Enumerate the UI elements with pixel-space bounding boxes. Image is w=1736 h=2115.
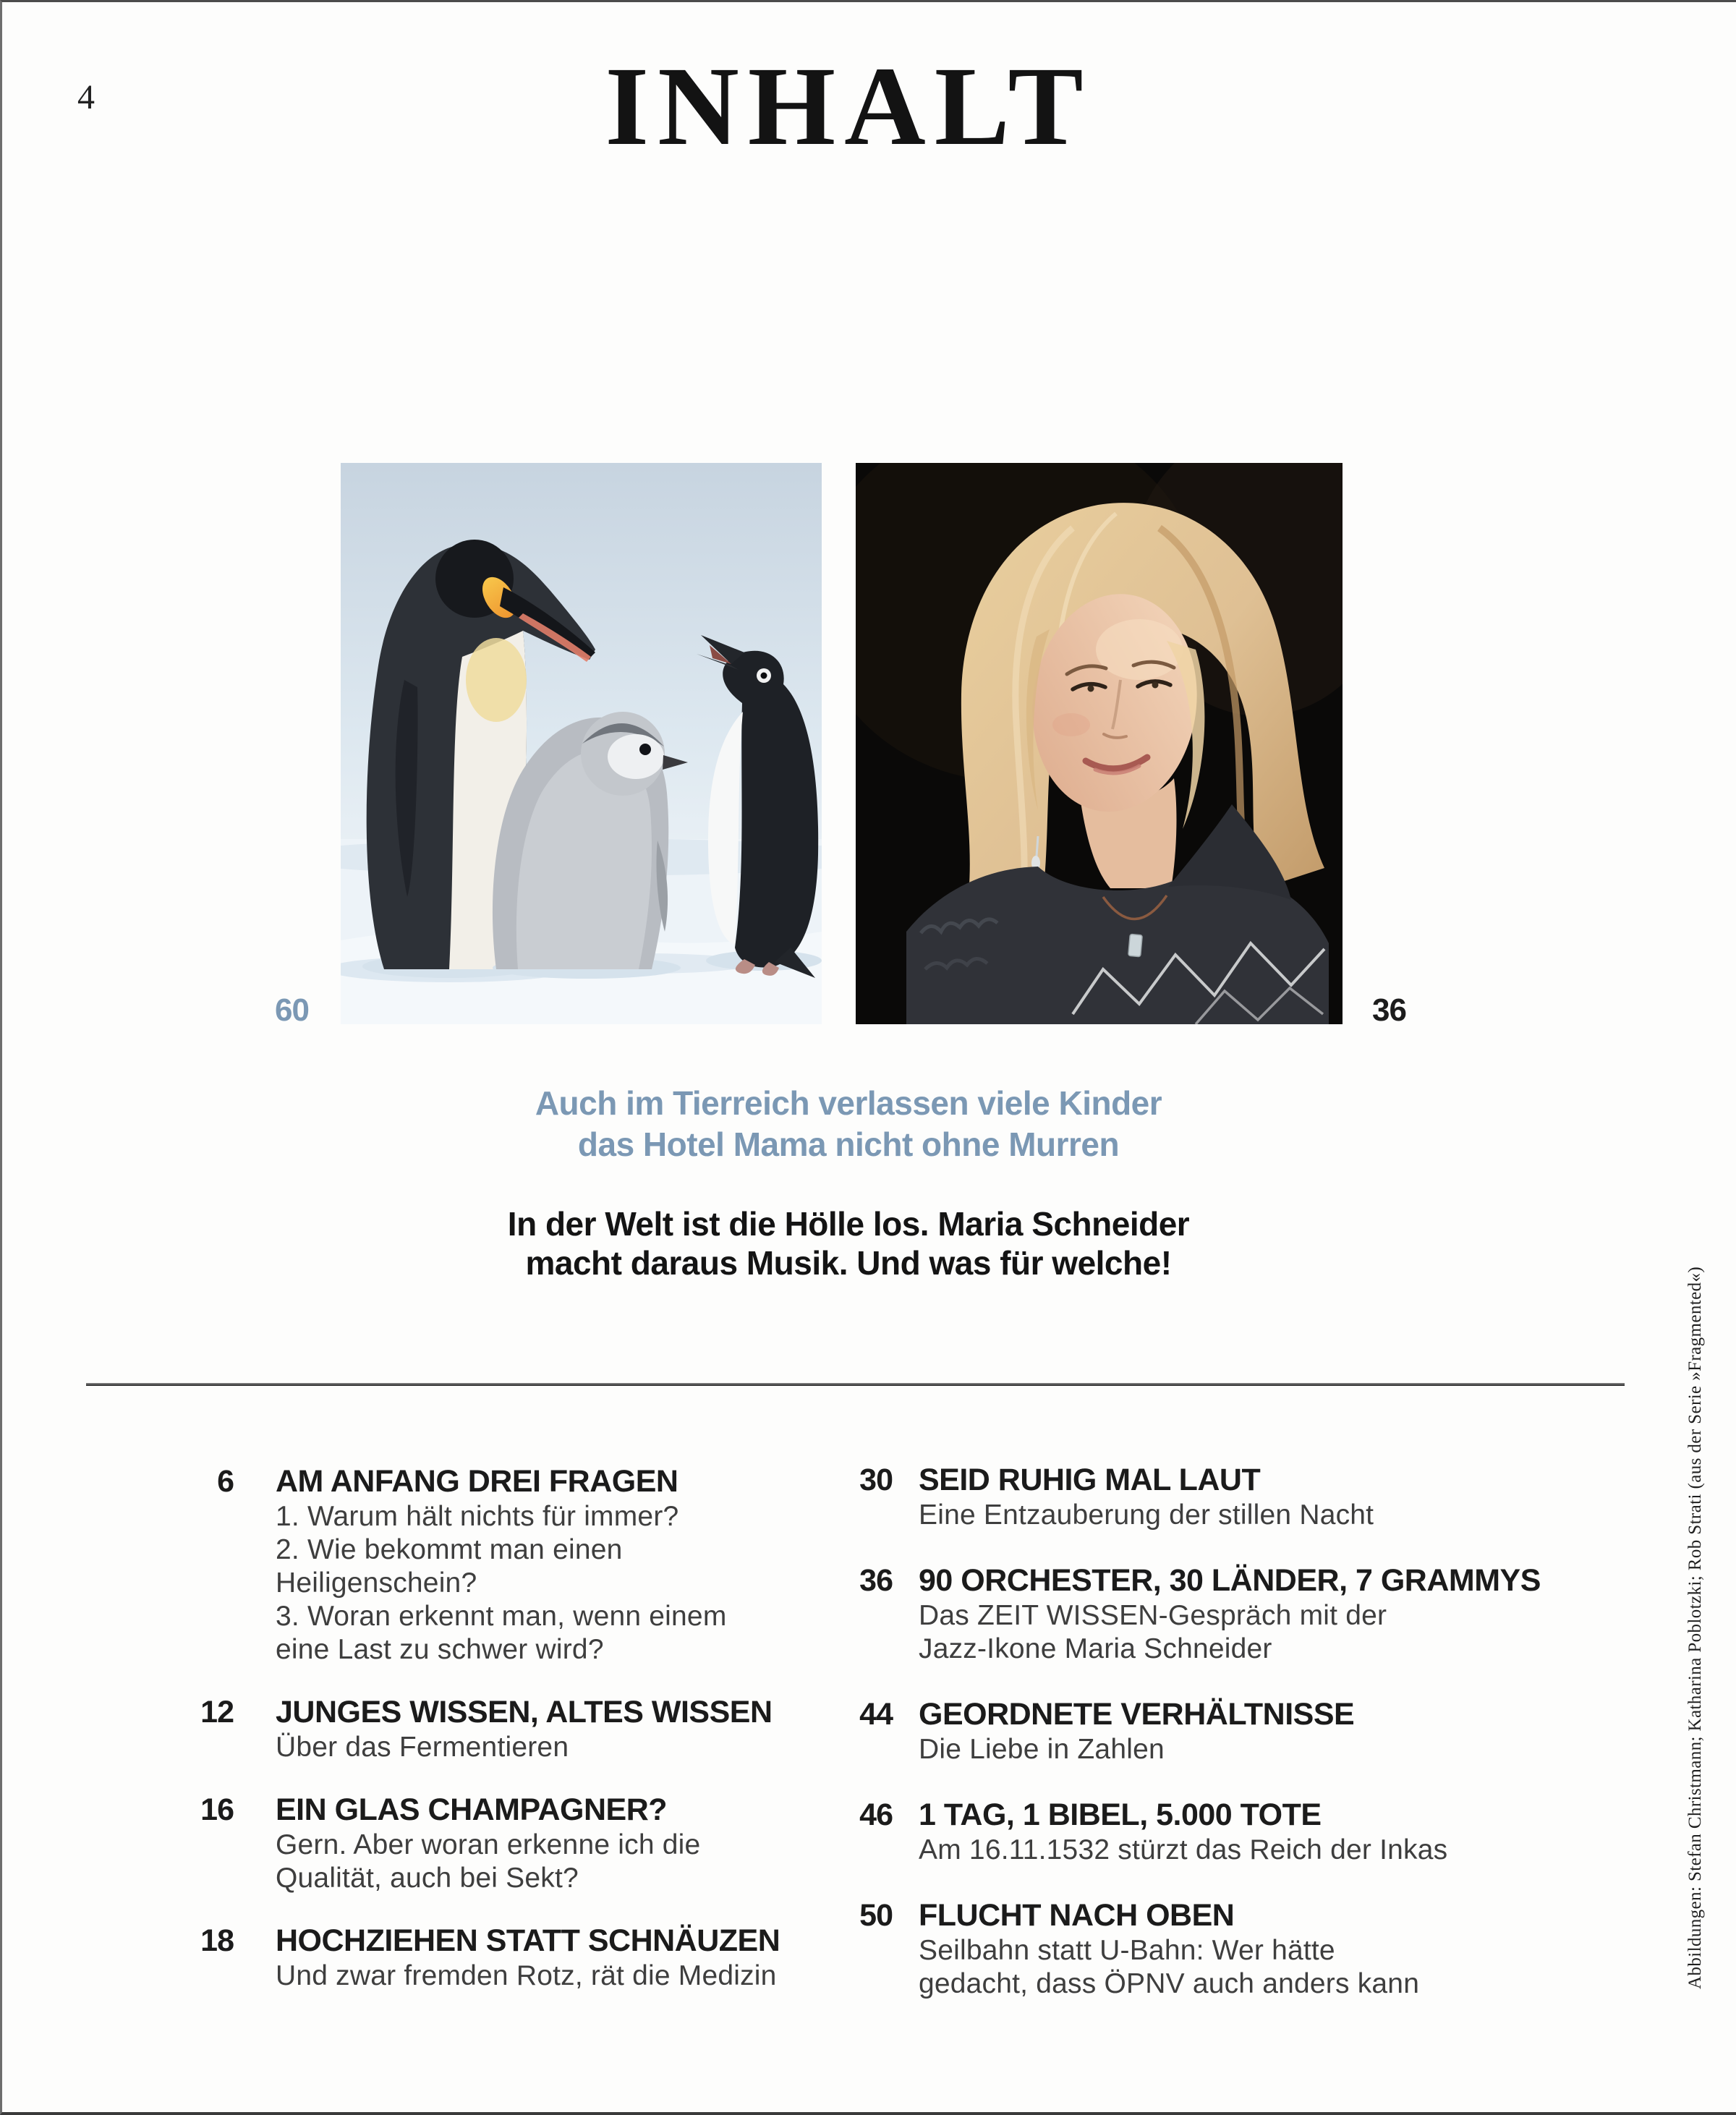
toc-entry-text [919, 1562, 1573, 1666]
toc-entry [827, 1897, 1573, 2001]
toc-entry-page-number: 6 [217, 1464, 234, 1499]
toc-entry-subtitle-line: Gern. Aber woran erkenne ich die [276, 1829, 701, 1860]
toc-entry-page-number: 12 [200, 1695, 234, 1729]
toc-entry-subtitle-line: Am 16.11.1532 stürzt das Reich der Inkas [919, 1834, 1448, 1865]
caption-line: In der Welt ist die Hölle los. Maria Schneider [507, 1205, 1190, 1243]
figure-page-ref-36: 36 [1372, 992, 1406, 1028]
toc-entry-title: SEID RUHIG MAL LAUT [919, 1463, 1261, 1497]
toc-entry [169, 1922, 820, 1993]
toc-entry-subtitle-line: Die Liebe in Zahlen [919, 1734, 1165, 1765]
toc-entry [827, 1796, 1573, 1867]
toc-entry [169, 1693, 820, 1764]
toc-column-right [827, 1461, 1573, 2030]
toc-entry-page-number: 44 [859, 1697, 893, 1732]
toc-entry [827, 1695, 1573, 1766]
figure-page-ref-60: 60 [275, 992, 309, 1028]
toc-entry-subtitle-line: gedacht, dass ÖPNV auch anders kann [919, 1968, 1420, 1999]
toc-entry-title: 90 ORCHESTER, 30 LÄNDER, 7 GRAMMYS [919, 1563, 1541, 1598]
page-title: INHALT [605, 43, 1092, 169]
toc-column-left [169, 1463, 820, 2020]
toc-entry-subtitle-line: Das ZEIT WISSEN-Gespräch mit der [919, 1600, 1387, 1631]
toc-entry-text [276, 1693, 820, 1764]
toc-entry-text [919, 1796, 1573, 1867]
caption-line: das Hotel Mama nicht ohne Murren [577, 1125, 1120, 1163]
toc-entry-page-number: 46 [859, 1797, 893, 1832]
photo-credits: Abbildungen: Stefan Christmann; Katharina Poblotzki; Rob Strati (aus der Serie »Fragmented«) [1685, 1266, 1705, 1989]
toc-entry-text [919, 1461, 1573, 1532]
section-divider-rule [86, 1383, 1625, 1386]
caption-line: Auch im Tierreich verlassen viele Kinder [535, 1084, 1162, 1122]
maria-schneider-photo [856, 463, 1343, 1024]
toc-entry-subtitle-line: eine Last zu schwer wird? [276, 1634, 604, 1665]
toc-entry-subtitle-line: Heiligenschein? [276, 1567, 477, 1599]
toc-entry [169, 1791, 820, 1895]
page-number: 4 [77, 78, 95, 116]
toc-entry-text [919, 1695, 1573, 1766]
toc-entry-subtitle-line: Eine Entzauberung der stillen Nacht [919, 1499, 1374, 1531]
toc-entry-text [276, 1463, 820, 1667]
toc-entry-text [919, 1897, 1573, 2001]
toc-entry-text [276, 1922, 820, 1993]
toc-entry-subtitle-line: Über das Fermentieren [276, 1732, 569, 1763]
toc-entry-title: 1 TAG, 1 BIBEL, 5.000 TOTE [919, 1797, 1322, 1832]
toc-entry-subtitle-line: Seilbahn statt U-Bahn: Wer hätte [919, 1935, 1335, 1966]
toc-entry-title: JUNGES WISSEN, ALTES WISSEN [276, 1695, 773, 1729]
toc-entry-subtitle-line: 3. Woran erkennt man, wenn einem [276, 1601, 727, 1632]
toc-entry-page-number: 18 [200, 1923, 234, 1958]
toc-entry-title: EIN GLAS CHAMPAGNER? [276, 1792, 668, 1827]
toc-entry-subtitle-line: Und zwar fremden Rotz, rät die Medizin [276, 1960, 777, 1991]
toc-entry-subtitle-line: 2. Wie bekommt man einen [276, 1534, 623, 1565]
toc-entry [827, 1562, 1573, 1666]
toc-entry-title: AM ANFANG DREI FRAGEN [276, 1464, 678, 1499]
toc-entry-page-number: 36 [859, 1563, 893, 1598]
caption-line: macht daraus Musik. Und was für welche! [525, 1244, 1172, 1282]
toc-entry [827, 1461, 1573, 1532]
toc-entry-title: FLUCHT NACH OBEN [919, 1898, 1235, 1933]
portrait-illustration [856, 463, 1343, 1024]
toc-entry-subtitle-line: Qualität, auch bei Sekt? [276, 1863, 579, 1894]
penguins-photo [341, 463, 822, 1024]
toc-entry-page-number: 16 [200, 1792, 234, 1827]
toc-entry-title: GEORDNETE VERHÄLTNISSE [919, 1697, 1355, 1732]
penguins-illustration [341, 463, 822, 1024]
toc-entry-title: HOCHZIEHEN STATT SCHNÄUZEN [276, 1923, 780, 1958]
toc-entry-subtitle-line: Jazz-Ikone Maria Schneider [919, 1633, 1272, 1664]
caption-maria-schneider [2, 1204, 1695, 1282]
toc-entry [169, 1463, 820, 1667]
toc-entry-subtitle-line: 1. Warum hält nichts für immer? [276, 1501, 679, 1532]
caption-penguins [2, 1083, 1695, 1165]
toc-entry-text [276, 1791, 820, 1895]
toc-entry-page-number: 30 [859, 1463, 893, 1497]
toc-entry-page-number: 50 [859, 1898, 893, 1933]
